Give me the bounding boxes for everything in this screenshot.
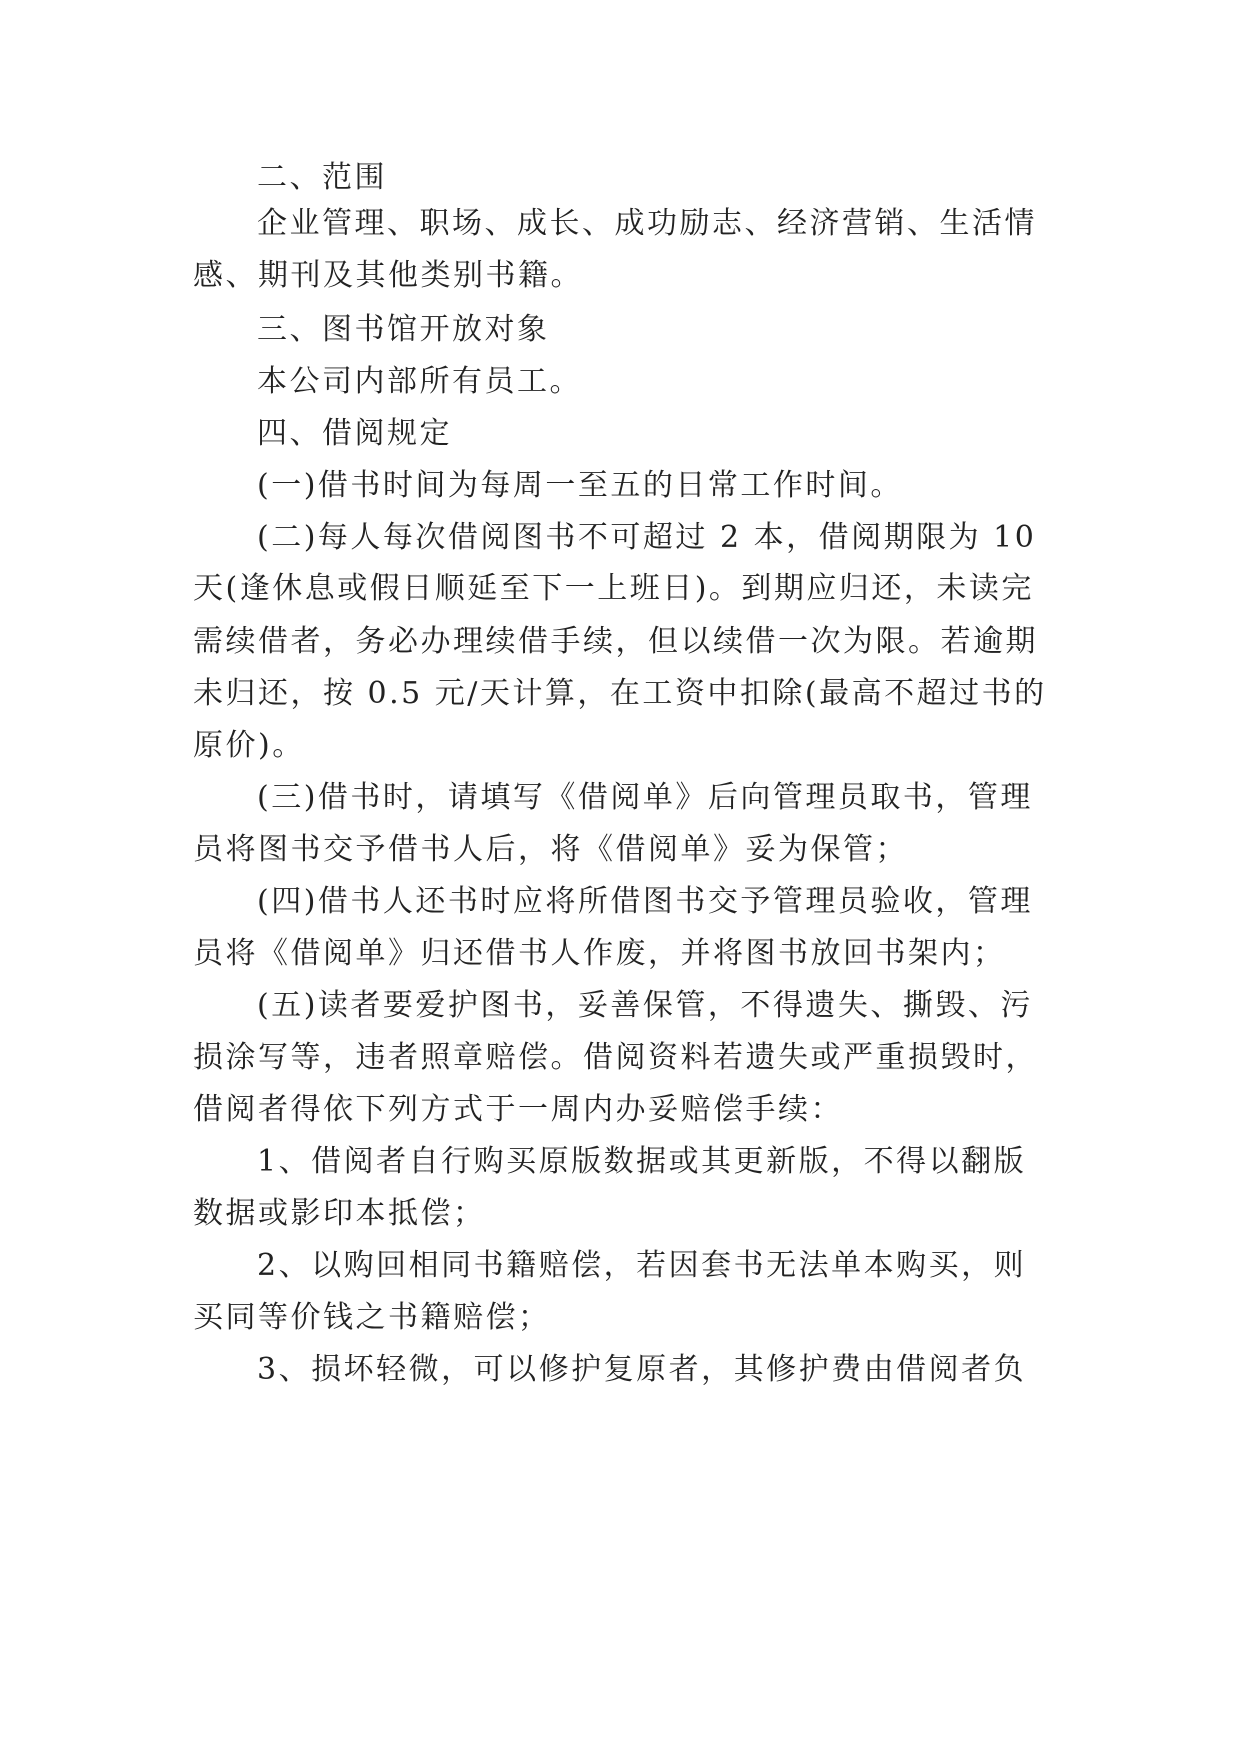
paragraph-line: 数据或影印本抵偿； bbox=[193, 1196, 486, 1231]
paragraph-line: 员将图书交予借书人后，将《借阅单》妥为保管； bbox=[193, 832, 908, 867]
section-heading-audience: 三、图书馆开放对象 bbox=[257, 312, 550, 347]
rule-item-3: (三)借书时，请填写《借阅单》后向管理员取书，管理 bbox=[257, 780, 1033, 815]
paragraph-line: 天(逢休息或假日顺延至下一上班日)。到期应归还，未读完 bbox=[193, 571, 1034, 606]
paragraph-line: 损涂写等，违者照章赔偿。借阅资料若遗失或严重损毁时， bbox=[193, 1040, 1038, 1075]
paragraph-line: 需续借者，务必办理续借手续，但以续借一次为限。若逾期 bbox=[193, 624, 1038, 659]
section-heading-rules: 四、借阅规定 bbox=[257, 416, 452, 451]
paragraph-line: 本公司内部所有员工。 bbox=[257, 364, 582, 399]
compensation-item-2: 2、以购回相同书籍赔偿，若因套书无法单本购买，则 bbox=[257, 1248, 1027, 1283]
paragraph-line: 借阅者得依下列方式于一周内办妥赔偿手续： bbox=[193, 1092, 843, 1127]
rule-item-1: (一)借书时间为每周一至五的日常工作时间。 bbox=[257, 468, 903, 503]
paragraph-line: 原价)。 bbox=[193, 728, 305, 763]
paragraph-line: 未归还，按 0.5 元/天计算，在工资中扣除(最高不超过书的 bbox=[193, 676, 1047, 711]
rule-item-5: (五)读者要爱护图书，妥善保管，不得遗失、撕毁、污 bbox=[257, 988, 1033, 1023]
compensation-item-1: 1、借阅者自行购买原版数据或其更新版，不得以翻版 bbox=[257, 1144, 1027, 1179]
paragraph-line: 买同等价钱之书籍赔偿； bbox=[193, 1300, 551, 1335]
compensation-item-3: 3、损坏轻微，可以修护复原者，其修护费由借阅者负 bbox=[257, 1352, 1027, 1387]
section-heading-scope: 二、范围 bbox=[257, 160, 387, 195]
paragraph-line: 感、期刊及其他类别书籍。 bbox=[193, 258, 583, 293]
paragraph-line: 企业管理、职场、成长、成功励志、经济营销、生活情 bbox=[257, 206, 1037, 241]
rule-item-2: (二)每人每次借阅图书不可超过 2 本，借阅期限为 10 bbox=[257, 520, 1037, 555]
paragraph-line: 员将《借阅单》归还借书人作废，并将图书放回书架内； bbox=[193, 936, 1006, 971]
rule-item-4: (四)借书人还书时应将所借图书交予管理员验收，管理 bbox=[257, 884, 1033, 919]
